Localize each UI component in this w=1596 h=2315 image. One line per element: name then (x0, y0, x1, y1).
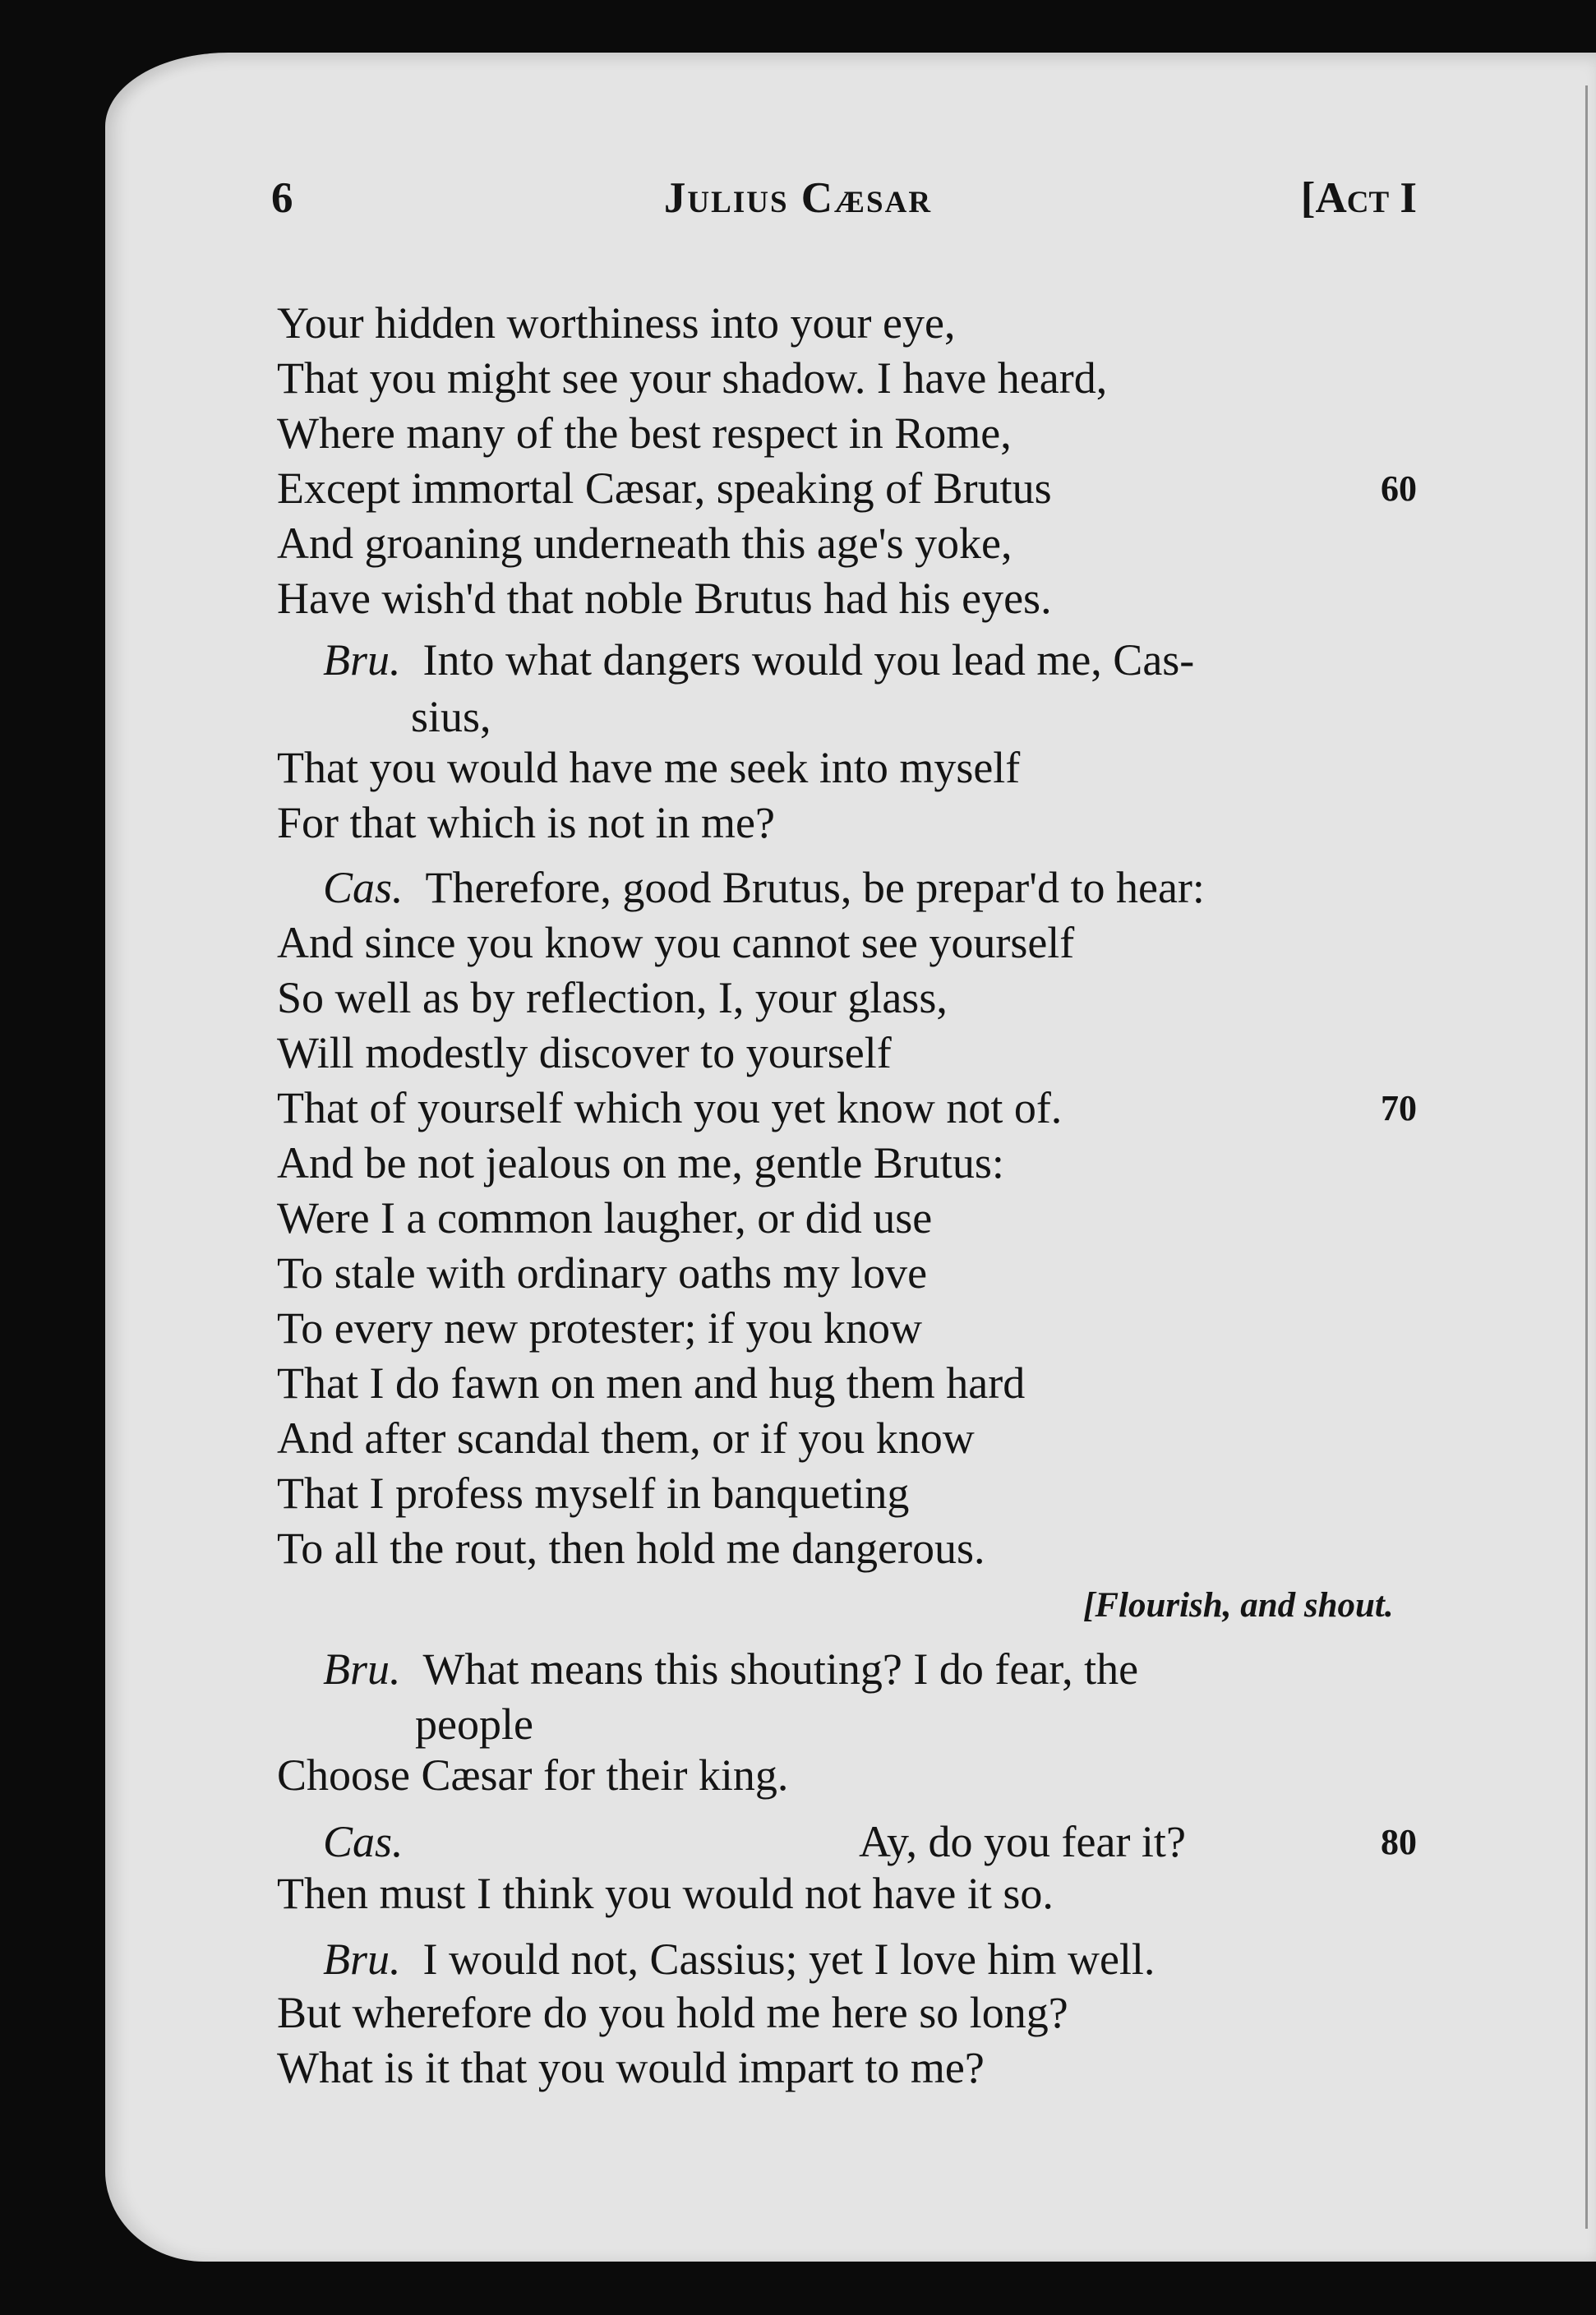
verse-line: To all the rout, then hold me dangerous. (277, 1524, 985, 1573)
verse-line: That you would have me seek into myself (277, 743, 1021, 792)
verse-line: For that which is not in me? (277, 798, 775, 847)
verse-line: And groaning underneath this age's yoke, (277, 519, 1012, 568)
act-label: [Act I (1300, 174, 1417, 222)
verse-line: Your hidden worthiness into your eye, (277, 298, 956, 348)
verse-line: But wherefore do you hold me here so long? (277, 1988, 1068, 2037)
running-title: Julius Cæsar (663, 174, 933, 222)
verse-line: people (415, 1699, 533, 1749)
verse-line: Then must I think you would not have it so. (277, 1869, 1054, 1918)
line-number: 70 (1381, 1088, 1417, 1128)
verse-line: So well as by reflection, I, your glass, (277, 973, 948, 1022)
stage-direction: [Flourish, and shout. (1083, 1586, 1394, 1625)
verse-line: To every new protester; if you know (277, 1303, 923, 1353)
verse-line: And since you know you cannot see yourself (277, 918, 1075, 967)
verse-line: What is it that you would impart to me? (277, 2043, 985, 2092)
verse-line: And after scandal them, or if you know (277, 1413, 975, 1463)
verse-line: And be not jealous on me, gentle Brutus: (277, 1138, 1004, 1187)
verse-line: Will modestly discover to yourself (277, 1028, 892, 1077)
verse-line: That of yourself which you yet know not of. (277, 1083, 1063, 1132)
verse-line: Were I a common laugher, or did use (277, 1193, 933, 1243)
speaker-name: Bru. (323, 1935, 401, 1984)
verse-line: To stale with ordinary oaths my love (277, 1248, 928, 1298)
speech-line: Cas. Therefore, good Brutus, be prepar'd to hear: (323, 863, 1205, 912)
speech-line: Bru. I would not, Cassius; yet I love him well. (323, 1935, 1155, 1984)
verse-line: Have wish'd that noble Brutus had his eyes. (277, 574, 1052, 623)
verse-line: Except immortal Cæsar, speaking of Brutus (277, 463, 1052, 513)
verse-line: That I profess myself in banqueting (277, 1469, 910, 1518)
speech-line (323, 1819, 404, 1864)
verse-line: That I do fawn on men and hug them hard (277, 1358, 1026, 1408)
line-number: 60 (1381, 468, 1417, 509)
speech-line: Bru. What means this shouting? I do fear, the (323, 1644, 1139, 1694)
verse-line: sius, (411, 692, 491, 741)
verse-line: That you might see your shadow. I have heard, (277, 353, 1108, 403)
speaker-name: Bru. (323, 635, 401, 685)
verse-line: Ay, do you fear it? (859, 1817, 1186, 1866)
speaker-name: Cas. (323, 1817, 404, 1866)
verse-line: Choose Cæsar for their king. (277, 1750, 789, 1800)
speaker-name: Bru. (323, 1644, 401, 1694)
verse-line: Where many of the best respect in Rome, (277, 408, 1012, 458)
page-number: 6 (271, 174, 293, 222)
line-number: 80 (1381, 1822, 1417, 1862)
speech-line: Bru. Into what dangers would you lead me, Cas- (323, 635, 1195, 685)
speaker-name: Cas. (323, 863, 404, 912)
